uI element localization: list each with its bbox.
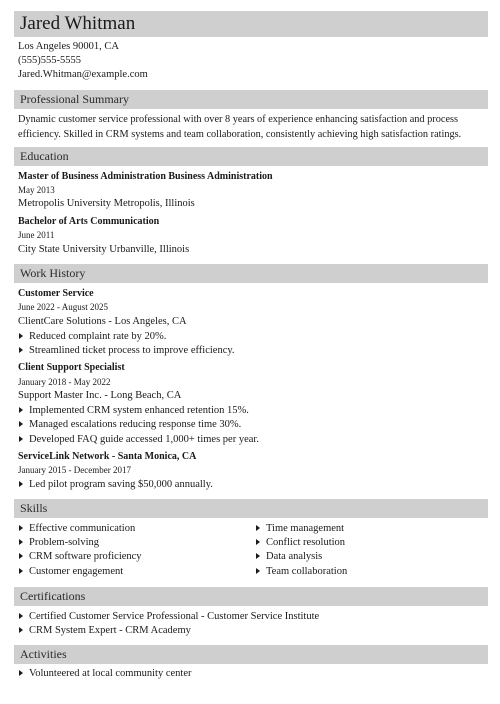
- email: Jared.Whitman@example.com: [18, 69, 148, 80]
- job-dates: June 2022 - August 2025: [18, 302, 108, 312]
- job-bullet: Developed FAQ guide accessed 1,000+ times per year.: [18, 433, 259, 447]
- work-heading-bar: [14, 264, 488, 283]
- summary-text: Dynamic customer service professional with over 8 years of experience enhancing satisfaction and process efficiency. Skilled in CRM systems and team collaboration, consistently achieving high satisfaction ratings.: [18, 114, 462, 140]
- education-school: City State University Urbanville, Illinois: [18, 244, 190, 255]
- job-bullet: Implemented CRM system enhanced retention 15%.: [18, 404, 249, 418]
- summary-heading: Professional Summary: [20, 92, 129, 106]
- skill-item: Team collaboration: [255, 565, 347, 579]
- certification-item: CRM System Expert - CRM Academy: [18, 624, 191, 638]
- education-heading-bar: [14, 147, 488, 166]
- job-title: Customer Service: [18, 288, 94, 299]
- education-date: May 2013: [18, 185, 55, 195]
- candidate-name: Jared Whitman: [20, 13, 136, 34]
- skills-heading-bar: [14, 499, 488, 518]
- address: Los Angeles 90001, CA: [18, 41, 119, 52]
- activity-item: Volunteered at local community center: [18, 667, 192, 681]
- job-bullet: Reduced complaint rate by 20%.: [18, 330, 166, 344]
- skill-item: Problem-solving: [18, 536, 99, 550]
- activities-heading: Activities: [20, 647, 67, 661]
- skill-item: CRM software proficiency: [18, 550, 142, 564]
- education-heading: Education: [20, 149, 69, 163]
- job-bullet: Managed escalations reducing response time 30%.: [18, 418, 241, 432]
- activities-heading-bar: [14, 645, 488, 664]
- summary-heading-bar: [14, 90, 488, 109]
- job-title: Client Support Specialist: [18, 362, 125, 373]
- job-dates: January 2015 - December 2017: [18, 465, 131, 475]
- job-company: ClientCare Solutions - Los Angeles, CA: [18, 316, 187, 327]
- certifications-heading: Certifications: [20, 589, 86, 603]
- job-title: ServiceLink Network - Santa Monica, CA: [18, 451, 197, 462]
- job-dates: January 2018 - May 2022: [18, 377, 111, 387]
- education-date: June 2011: [18, 230, 55, 240]
- skill-item: Effective communication: [18, 522, 135, 536]
- job-company: Support Master Inc. - Long Beach, CA: [18, 390, 182, 401]
- skill-item: Conflict resolution: [255, 536, 345, 550]
- certification-item: Certified Customer Service Professional - Customer Service Institute: [18, 610, 319, 624]
- work-heading: Work History: [20, 266, 86, 280]
- phone: (555)555-5555: [18, 55, 81, 66]
- skill-item: Data analysis: [255, 550, 322, 564]
- education-degree: Master of Business Administration Business Administration: [18, 171, 273, 182]
- job-bullet: Led pilot program saving $50,000 annually.: [18, 478, 213, 492]
- skills-heading: Skills: [20, 501, 48, 515]
- education-degree: Bachelor of Arts Communication: [18, 216, 160, 227]
- certifications-heading-bar: [14, 587, 488, 606]
- skill-item: Time management: [255, 522, 344, 536]
- job-bullet: Streamlined ticket process to improve efficiency.: [18, 344, 235, 358]
- skill-item: Customer engagement: [18, 565, 123, 579]
- education-school: Metropolis University Metropolis, Illinois: [18, 198, 195, 209]
- name-header: [14, 11, 488, 37]
